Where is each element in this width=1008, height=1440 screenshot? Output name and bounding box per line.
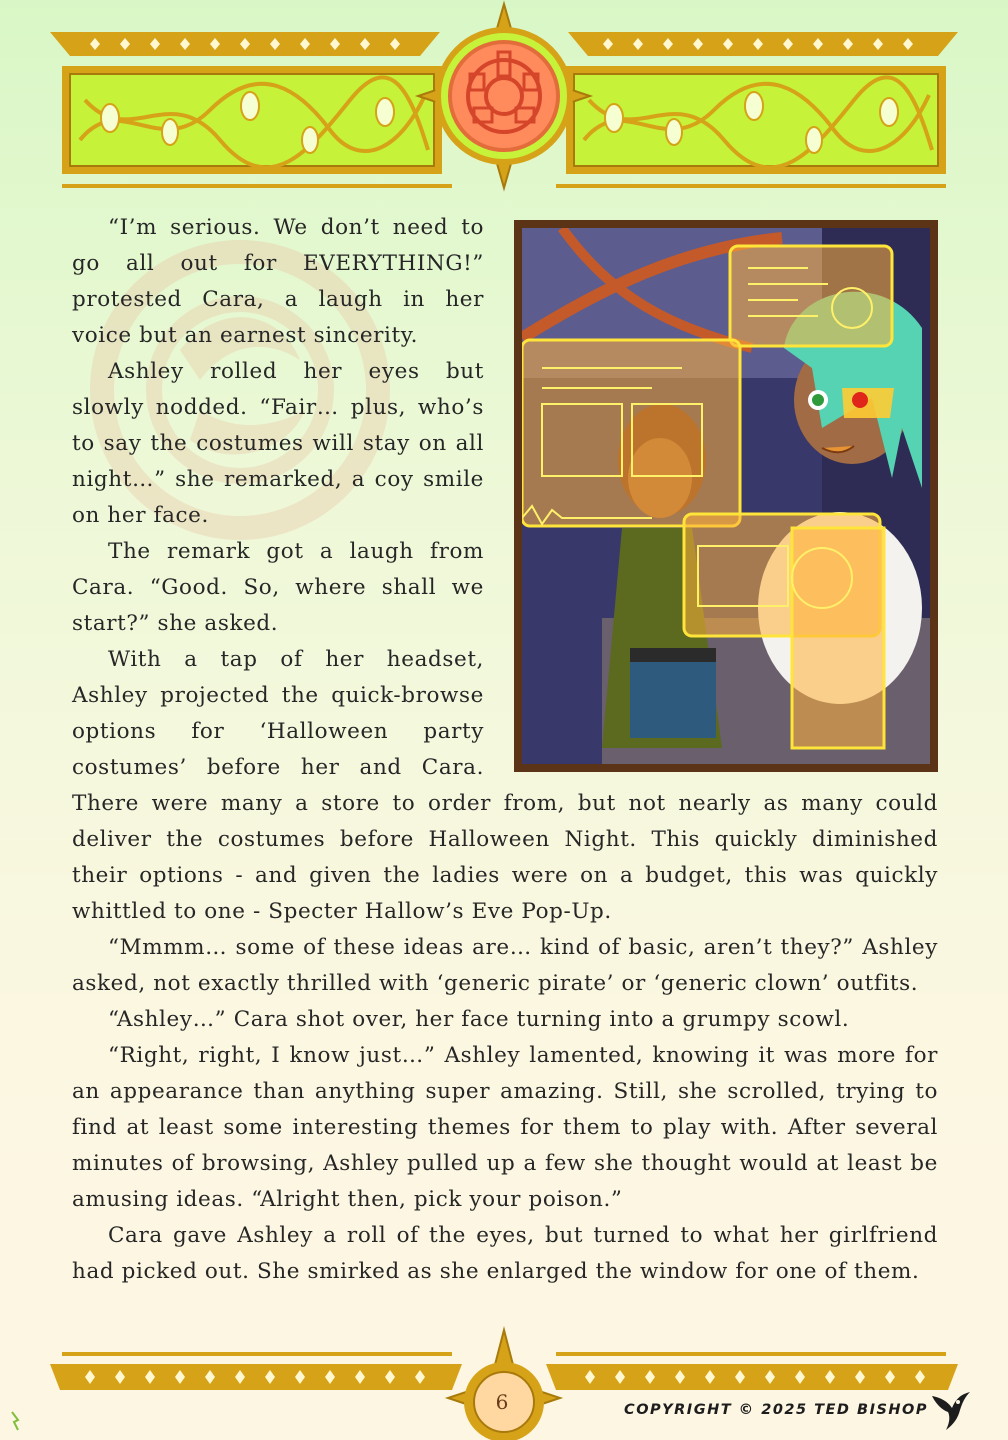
story-paragraph: With a tap of her headset, Ashley projected the quick-browse options for ‘Halloween party costumes’ before her and Cara. There were many a store to order from, but not nearly as many could deliver the costumes before Halloween Night. This quickly diminished their options - and given the ladies were on a budget, this was quickly whittled to one - Specter Hallow’s Eve Pop-Up. (72, 647, 938, 924)
story-illustration (514, 220, 938, 772)
story-paragraph: “Mmmm… some of these ideas are… kind of basic, aren’t they?” Ashley asked, not exactly thrilled with ‘generic pirate’ or ‘generic clown’ outfits. (72, 935, 938, 996)
story-paragraph: Cara gave Ashley a roll of the eyes, but turned to what her girlfriend had picked out. She smirked as she enlarged the window for one of them. (72, 1223, 938, 1284)
page-number: 6 (495, 1390, 509, 1414)
hologram-browse-illustration (522, 228, 930, 764)
story-paragraph: The remark got a laugh from Cara. “Good. So, where shall we start?” she asked. (72, 539, 484, 636)
bird-signature-icon (928, 1388, 972, 1432)
gear-emblem-icon (418, 4, 590, 188)
corner-mark-icon (8, 1410, 22, 1432)
story-text (72, 210, 938, 1320)
story-paragraph: “Right, right, I know just…” Ashley lamented, knowing it was more for an appearance than anything super amazing. Still, she scrolled, trying to find at least some interesting themes for them to play with. After several minutes of browsing, Ashley pulled up a few she thought would at least be amusing ideas. “Alright then, pick your poison.” (72, 1043, 938, 1212)
vine-flower-panel-icon (566, 66, 946, 174)
vine-flower-panel-icon (62, 66, 442, 174)
page-header (0, 0, 1008, 200)
page-footer (0, 1320, 1008, 1440)
story-paragraph: Ashley rolled her eyes but slowly nodded. “Fair… plus, who’s to say the costumes will stay on all night…” she remarked, a coy smile on her face. (72, 359, 484, 528)
diamond-border-icon (50, 1364, 462, 1390)
story-paragraph: “Ashley…” Cara shot over, her face turning into a grumpy scowl. (108, 1007, 850, 1032)
copyright-notice: COPYRIGHT © 2025 TED BISHOP (624, 1402, 928, 1418)
story-paragraph: “I’m serious. We don’t need to go all out for EVERYTHING!” protested Cara, a laugh in her voice but an earnest sincerity. (72, 215, 484, 348)
diamond-border-icon (546, 1364, 958, 1390)
header-ornament (0, 0, 1008, 200)
footer-ornament (0, 1320, 1008, 1440)
